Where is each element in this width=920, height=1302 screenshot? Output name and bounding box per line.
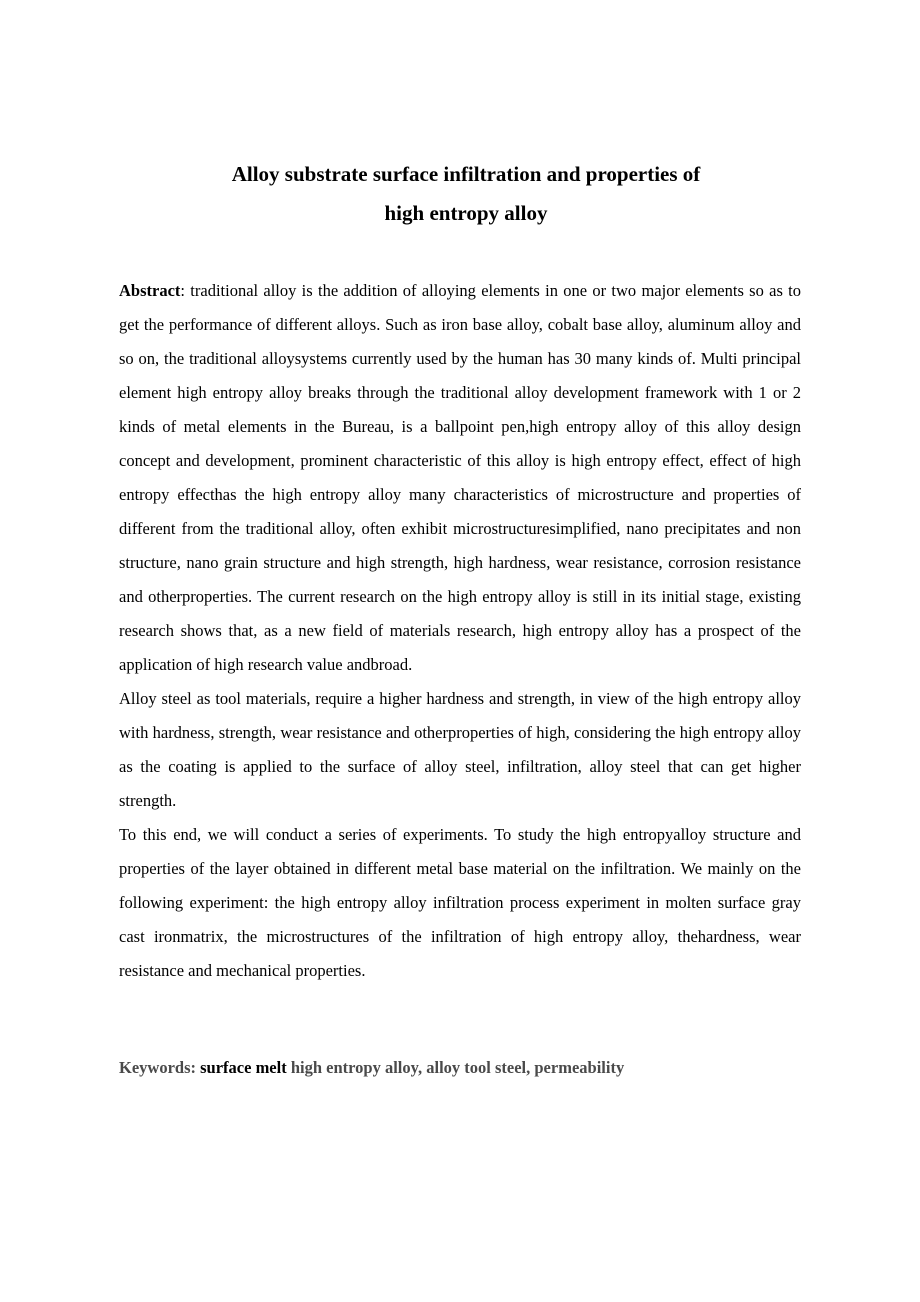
paper-title-line-2: high entropy alloy <box>384 201 548 225</box>
abstract-label: Abstract <box>119 281 181 300</box>
abstract-separator: : <box>180 281 191 300</box>
keywords-label: Keywords: <box>119 1058 196 1077</box>
abstract-paragraph-3: To this end, we will conduct a series of experiments. To study the high entropyalloy structure and properties of the layer obtained in different metal base material on the infiltration. We mainly on the following experiment: the high entropy alloy infiltration process experiment in molten surface gray cast ironmatrix, the microstructures of the infiltration of high entropy alloy, thehardness, wear resistance and mechanical properties. <box>119 825 801 980</box>
paper-title-line-1: Alloy substrate surface infiltration and properties of <box>231 162 701 186</box>
keywords-line <box>119 1056 801 1080</box>
abstract-paragraph-1-text: traditional alloy is the addition of alloying elements in one or two major elements so as to get the performance of different alloys. Such as iron base alloy, cobalt base alloy, aluminum alloy and so on, the traditional alloysystems currently used by the human has 30 many kinds of. Multi principal element high entropy alloy breaks through the traditional alloy development framework with 1 or 2 kinds of metal elements in the Bureau, is a ballpoint pen,high entropy alloy of this alloy design concept and development, prominent characteristic of this alloy is high entropy effect, effect of high entropy effecthas the high entropy alloy many characteristics of microstructure and properties of different from the traditional alloy, often exhibit microstructuresimplified, nano precipitates and non structure, nano grain structure and high strength, high hardness, wear resistance, corrosion resistance and otherproperties. The current research on the high entropy alloy is still in its initial stage, existing research shows that, as a new field of materials research, high entropy alloy has a prospect of the application of high research value andbroad. <box>119 281 802 674</box>
abstract-paragraph-1 <box>119 274 801 682</box>
keyword-surface-melt: surface melt <box>196 1058 287 1077</box>
abstract-paragraph-2: Alloy steel as tool materials, require a higher hardness and strength, in view of the high entropy alloy with hardness, strength, wear resistance and otherproperties of high, considering the high entropy alloy as the coating is applied to the surface of alloy steel, infiltration, alloy steel that can get higher strength. <box>119 689 801 810</box>
abstract-section <box>119 274 801 988</box>
keywords-list: high entropy alloy, alloy tool steel, permeability <box>286 1058 625 1077</box>
